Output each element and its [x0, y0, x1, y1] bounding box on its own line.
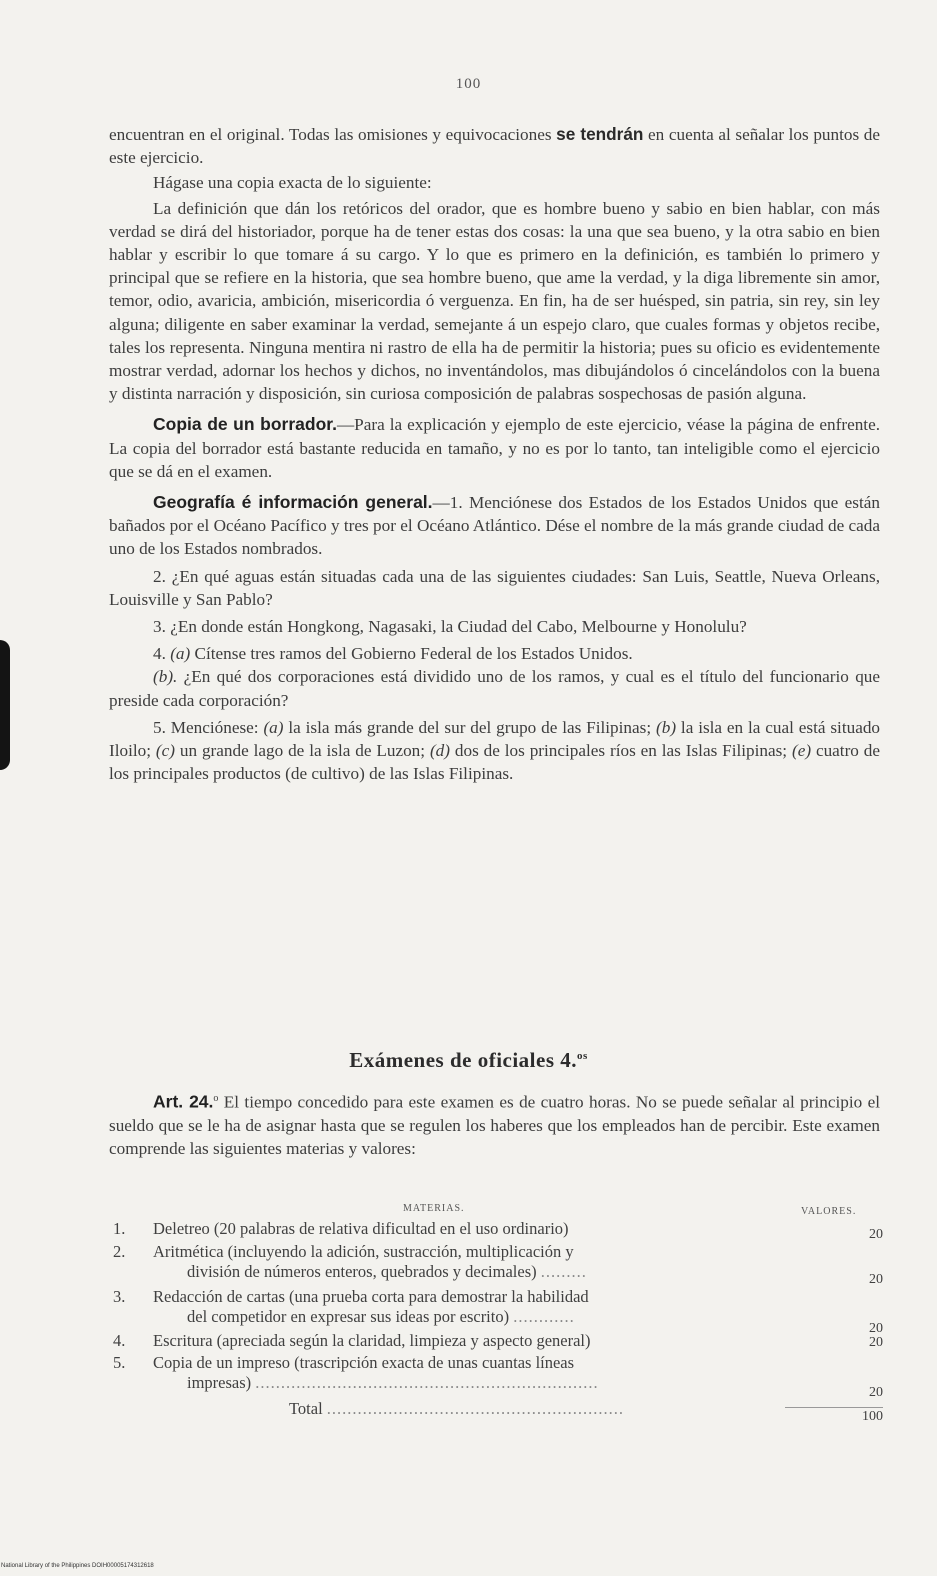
row-subject: Deletreo (20 palabras de relativa dificultad en el uso ordinario) [153, 1219, 569, 1238]
paragraph-geografia: Geografía é información general.—1. Menciónese dos Estados de los Estados Unidos que están bañados por el Océano Pacífico y tres por el Océano Atlántico. Dése el nombre de la más grande ciudad de cada uno de los Estados nombrados. [109, 492, 880, 559]
paragraph-article-24: Art. 24.$^o$ El tiempo concedido para este examen es de cuatro horas. No se puede señalar al principio el sueldo que se le ha de asignar hasta que se regulen los haberes que los empleados han de percibir. Este examen comprende las siguientes materias y valores: [109, 1091, 881, 1159]
total-label: Total .......................................................... [289, 1399, 625, 1418]
row-number: 4. [113, 1331, 126, 1350]
paragraph-borrador: Copia de un borrador.—Para la explicación y ejemplo de este ejercicio, véase la página de enfrente. La copia del borrador está bastante reducida en tamaño, y no es por lo tanto, tan inteligible como el ejercicio que se dá en el examen. [109, 414, 880, 481]
row-subject-cont: impresas) ................................................................... [187, 1373, 599, 1392]
row-subject-cont: división de números enteros, quebrados y decimales) ......... [187, 1262, 587, 1281]
table-header-materias: MATERIAS. [403, 1203, 465, 1214]
body-text [109, 123, 880, 785]
row-value: 20 [869, 1385, 883, 1400]
table-header-valores: VALORES. [801, 1206, 857, 1217]
paragraph-continuation: encuentran en el original. Todas las omisiones y equivocaciones se tendrán en cuenta al señalar los puntos de este ejercicio. [109, 124, 881, 168]
paragraph-question-4a: 4. (a) Cítense tres ramos del Gobierno Federal de los Estados Unidos. [153, 644, 633, 664]
row-value: 20 [869, 1272, 883, 1287]
paragraph-question-4b: (b). ¿En qué dos corporaciones está dividido uno de los ramos, y cual es el título del funcionario que preside cada corporación? [109, 667, 881, 710]
row-value: 20 [869, 1335, 883, 1350]
row-number: 1. [113, 1219, 126, 1238]
page-number: 100 [455, 76, 482, 92]
paragraph-instruction: Hágase una copia exacta de lo siguiente: [153, 173, 432, 193]
paragraph-question-2: 2. ¿En qué aguas están situadas cada una de las siguientes ciudades: San Luis, Seattle, Nueva Orleans, Louisville y San Pablo? [109, 566, 880, 609]
footer-credit: National Library of the Philippines DOIH00005174312618 [1, 1563, 154, 1569]
row-subject-cont: del competidor en expresar sus ideas por escrito) ............ [187, 1307, 575, 1326]
paragraph-definition: La definición que dán los retóricos del orador, que es hombre bueno y sabio en bien hablar, con más verdad se dirá del historiador, porque ha de tener estas dos cosas: la una que sea bueno, y la otra sabio en bien hablar y escribir lo que tomare á su cargo. Y lo que es primero en la definición, es también lo primero y principal que se refiere en la historia, que sea hombre bueno, que ame la verdad, y la diga libremente sin amor, temor, odio, avaricia, ambición, misericordia ó verguenza. En fin, ha de ser huésped, sin patria, sin rey, sin ley alguna; diligente en saber examinar la verdad, semejante á un espejo claro, que cuales formas y objetos recibe, tales los representa. Ninguna mentira ni rastro de ella ha de permitir la historia; pues su oficio es evidentemente mostrar verdad, adornar los hechos y dichos, no inventándolos, mas dibujándolos ó cincelándolos con la buena y distinta narración y disposición, sin curiosa composición de palabras sospechosas de pasión alguna. [109, 198, 880, 404]
section-title: Exámenes de oficiales 4.$^{os}$ [349, 1048, 588, 1072]
row-value: 20 [869, 1321, 883, 1336]
row-number: 2. [113, 1242, 126, 1261]
row-subject: Redacción de cartas (una prueba corta para demostrar la habilidad [153, 1287, 589, 1306]
row-subject: Copia de un impreso (trascripción exacta de unas cuantas líneas [153, 1353, 575, 1372]
row-value: 20 [869, 1227, 883, 1242]
binding-shadow [0, 640, 10, 770]
row-number: 5. [113, 1353, 126, 1372]
total-value: 100 [862, 1409, 883, 1424]
paragraph-question-3: 3. ¿En donde están Hongkong, Nagasaki, la Ciudad del Cabo, Melbourne y Honolulu? [153, 617, 747, 637]
row-subject: Escritura (apreciada según la claridad, limpieza y aspecto general) [153, 1331, 591, 1350]
row-subject: Aritmética (incluyendo la adición, sustracción, multiplicación y [153, 1242, 574, 1261]
paragraph-question-5: 5. Menciónese: (a) la isla más grande del sur del grupo de las Filipinas; (b) la isla en la cual está situado Iloilo; (c) un grande lago de la isla de Luzon; (d) dos de los principales ríos en las Islas Filipinas; (e) cuatro de los principales productos (de cultivo) de las Islas Filipinas. [109, 717, 881, 784]
row-number: 3. [113, 1287, 126, 1306]
article-text [109, 1087, 880, 1160]
